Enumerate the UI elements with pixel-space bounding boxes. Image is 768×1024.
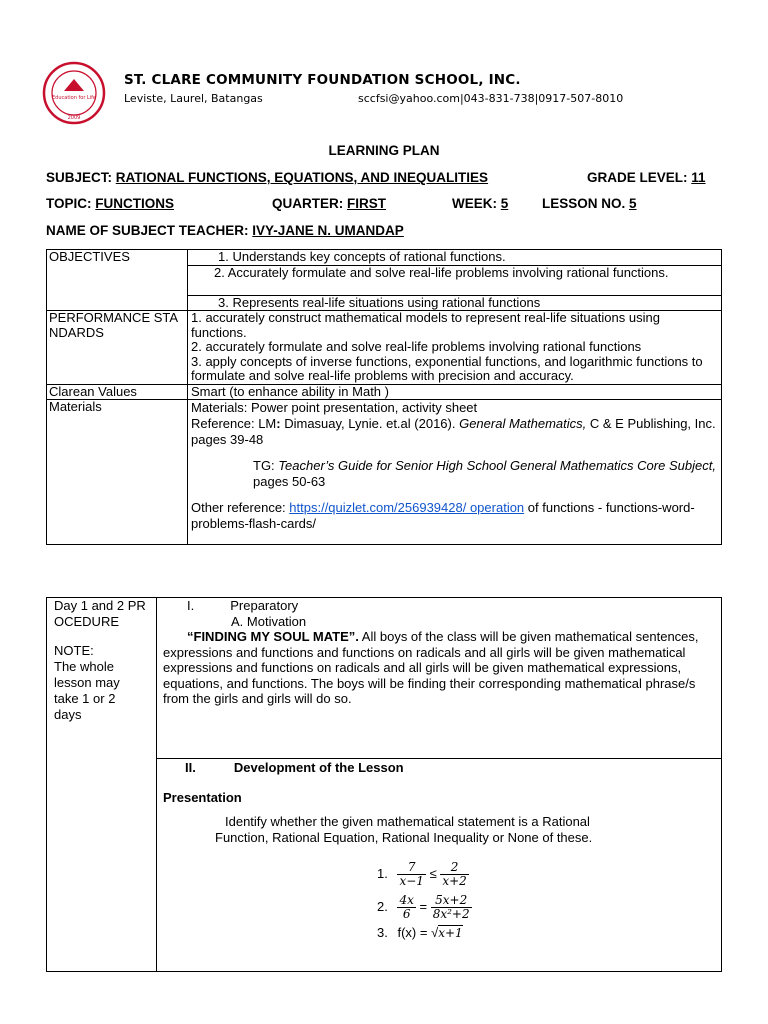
objective-1: 1. Understands key concepts of rational functions. bbox=[188, 250, 722, 266]
school-contact: sccfsi@yahoo.com|043-831-738|0917-507-8010 bbox=[358, 92, 624, 105]
week-row bbox=[452, 196, 508, 211]
performance-1: 1. accurately construct mathematical models to represent real-life situations using functions. bbox=[191, 310, 660, 340]
radical-sign: √ bbox=[431, 925, 439, 940]
plan-table bbox=[46, 249, 722, 545]
procedure-label-cell bbox=[47, 598, 157, 972]
materials-label: Materials bbox=[47, 400, 188, 545]
lesson-row bbox=[542, 196, 637, 211]
presentation-heading: Presentation bbox=[163, 789, 242, 805]
materials-cell bbox=[188, 400, 722, 545]
materials-line: Materials: Power point presentation, activity sheet bbox=[191, 400, 478, 415]
dev-heading: II. Development of the Lesson bbox=[185, 760, 404, 775]
subject-label: SUBJECT: bbox=[46, 170, 113, 185]
page-title: LEARNING PLAN bbox=[328, 143, 440, 158]
school-name: ST. CLARE COMMUNITY FOUNDATION SCHOOL, INC. bbox=[124, 72, 521, 88]
school-logo bbox=[42, 61, 106, 125]
performance-3: 3. apply concepts of inverse functions, exponential functions, and logarithmic functions to formulate and solve real-life problems with precision and accuracy. bbox=[191, 353, 703, 383]
values-label: Clarean Values bbox=[47, 384, 188, 400]
week-label: WEEK: bbox=[452, 196, 497, 211]
item-1: 1. $\frac{7}{x-1}$ ≤ $\frac{2}{x+2}$ bbox=[377, 860, 467, 888]
note-text: The whole lesson may take 1 or 2 days bbox=[54, 658, 120, 722]
grade-value: 11 bbox=[691, 170, 706, 185]
teacher-value: IVY-JANE N. UMANDAP bbox=[252, 223, 404, 238]
item-3: 3. f(x) = √x+1 bbox=[377, 925, 463, 940]
quarter-value: FIRST bbox=[347, 196, 387, 211]
objectives-label: OBJECTIVES bbox=[47, 250, 188, 311]
performance-label: PERFORMANCE STANDARDS bbox=[47, 311, 188, 385]
development-cell bbox=[157, 759, 722, 972]
note-label: NOTE: bbox=[54, 643, 94, 658]
day-label: Day 1 and 2 PROCEDURE bbox=[54, 598, 146, 629]
item-2: 2. $\frac{4x}{6}$ = $\frac{5x+2}{\text{8x²+2}}$ bbox=[377, 893, 470, 921]
quarter-label: QUARTER: bbox=[272, 196, 344, 211]
topic-row bbox=[46, 196, 174, 211]
values-text: Smart (to enhance ability in Math ) bbox=[188, 384, 722, 400]
topic-label: TOPIC: bbox=[46, 196, 92, 211]
tg-line-indent: TG: Teacher’s Guide for Senior High School General Mathematics Core Subject, pages 50-63 bbox=[253, 458, 716, 489]
preparatory-cell bbox=[157, 598, 722, 759]
performance-2: 2. accurately formulate and solve real-life problems involving rational functions bbox=[191, 339, 642, 354]
procedure-table bbox=[46, 597, 722, 972]
teacher-row bbox=[46, 223, 404, 238]
subject-value: RATIONAL FUNCTIONS, EQUATIONS, AND INEQUALITIES bbox=[115, 170, 489, 185]
teacher-label: NAME OF SUBJECT TEACHER: bbox=[46, 223, 249, 238]
logo-motto: Education for Life bbox=[52, 95, 96, 101]
topic-value: FUNCTIONS bbox=[95, 196, 175, 211]
reference-line: Reference: LM: Dimasuay, Lynie. et.al (2016). General Mathematics, C & E Publishing, Inc. pages 39-48 bbox=[191, 416, 716, 447]
grade-row bbox=[587, 170, 706, 185]
motivation-text: “FINDING MY SOUL MATE”. All boys of the class will be given mathematical sentences, expressions and functions and functions on radicals and all girls will be given mathematical expressions and functions on radicals and all girls will be given mathematical expressions, equations, and functions. The boys will be finding their corresponding mathematical phrase/s from the girls and girls will do so. bbox=[163, 629, 699, 706]
lesson-value: 5 bbox=[629, 196, 637, 211]
instruction-line-1: Identify whether the given mathematical statement is a Rational bbox=[225, 814, 590, 829]
school-address: Leviste, Laurel, Batangas bbox=[124, 92, 263, 105]
logo-year: 2009 bbox=[67, 115, 81, 121]
quizlet-link[interactable]: https://quizlet.com/256939428/ operation bbox=[289, 500, 525, 515]
performance-standards bbox=[188, 311, 722, 385]
other-reference: Other reference: https://quizlet.com/256939428/ operation of functions - functions-word-problems-flash-cards/ bbox=[191, 500, 695, 531]
objective-2: 2. Accurately formulate and solve real-life problems involving rational functions. bbox=[188, 265, 722, 295]
week-value: 5 bbox=[500, 196, 509, 211]
motivation-heading: A. Motivation bbox=[231, 613, 307, 629]
objective-3: 3. Represents real-life situations using rational functions bbox=[188, 295, 722, 311]
grade-label: GRADE LEVEL: bbox=[587, 170, 688, 185]
subject-row bbox=[46, 170, 488, 185]
prep-heading: I. Preparatory bbox=[187, 598, 299, 613]
quarter-row bbox=[272, 196, 386, 211]
instruction-line-2: Function, Rational Equation, Rational Inequality or None of these. bbox=[215, 829, 593, 845]
lesson-label: LESSON NO. bbox=[542, 196, 626, 211]
